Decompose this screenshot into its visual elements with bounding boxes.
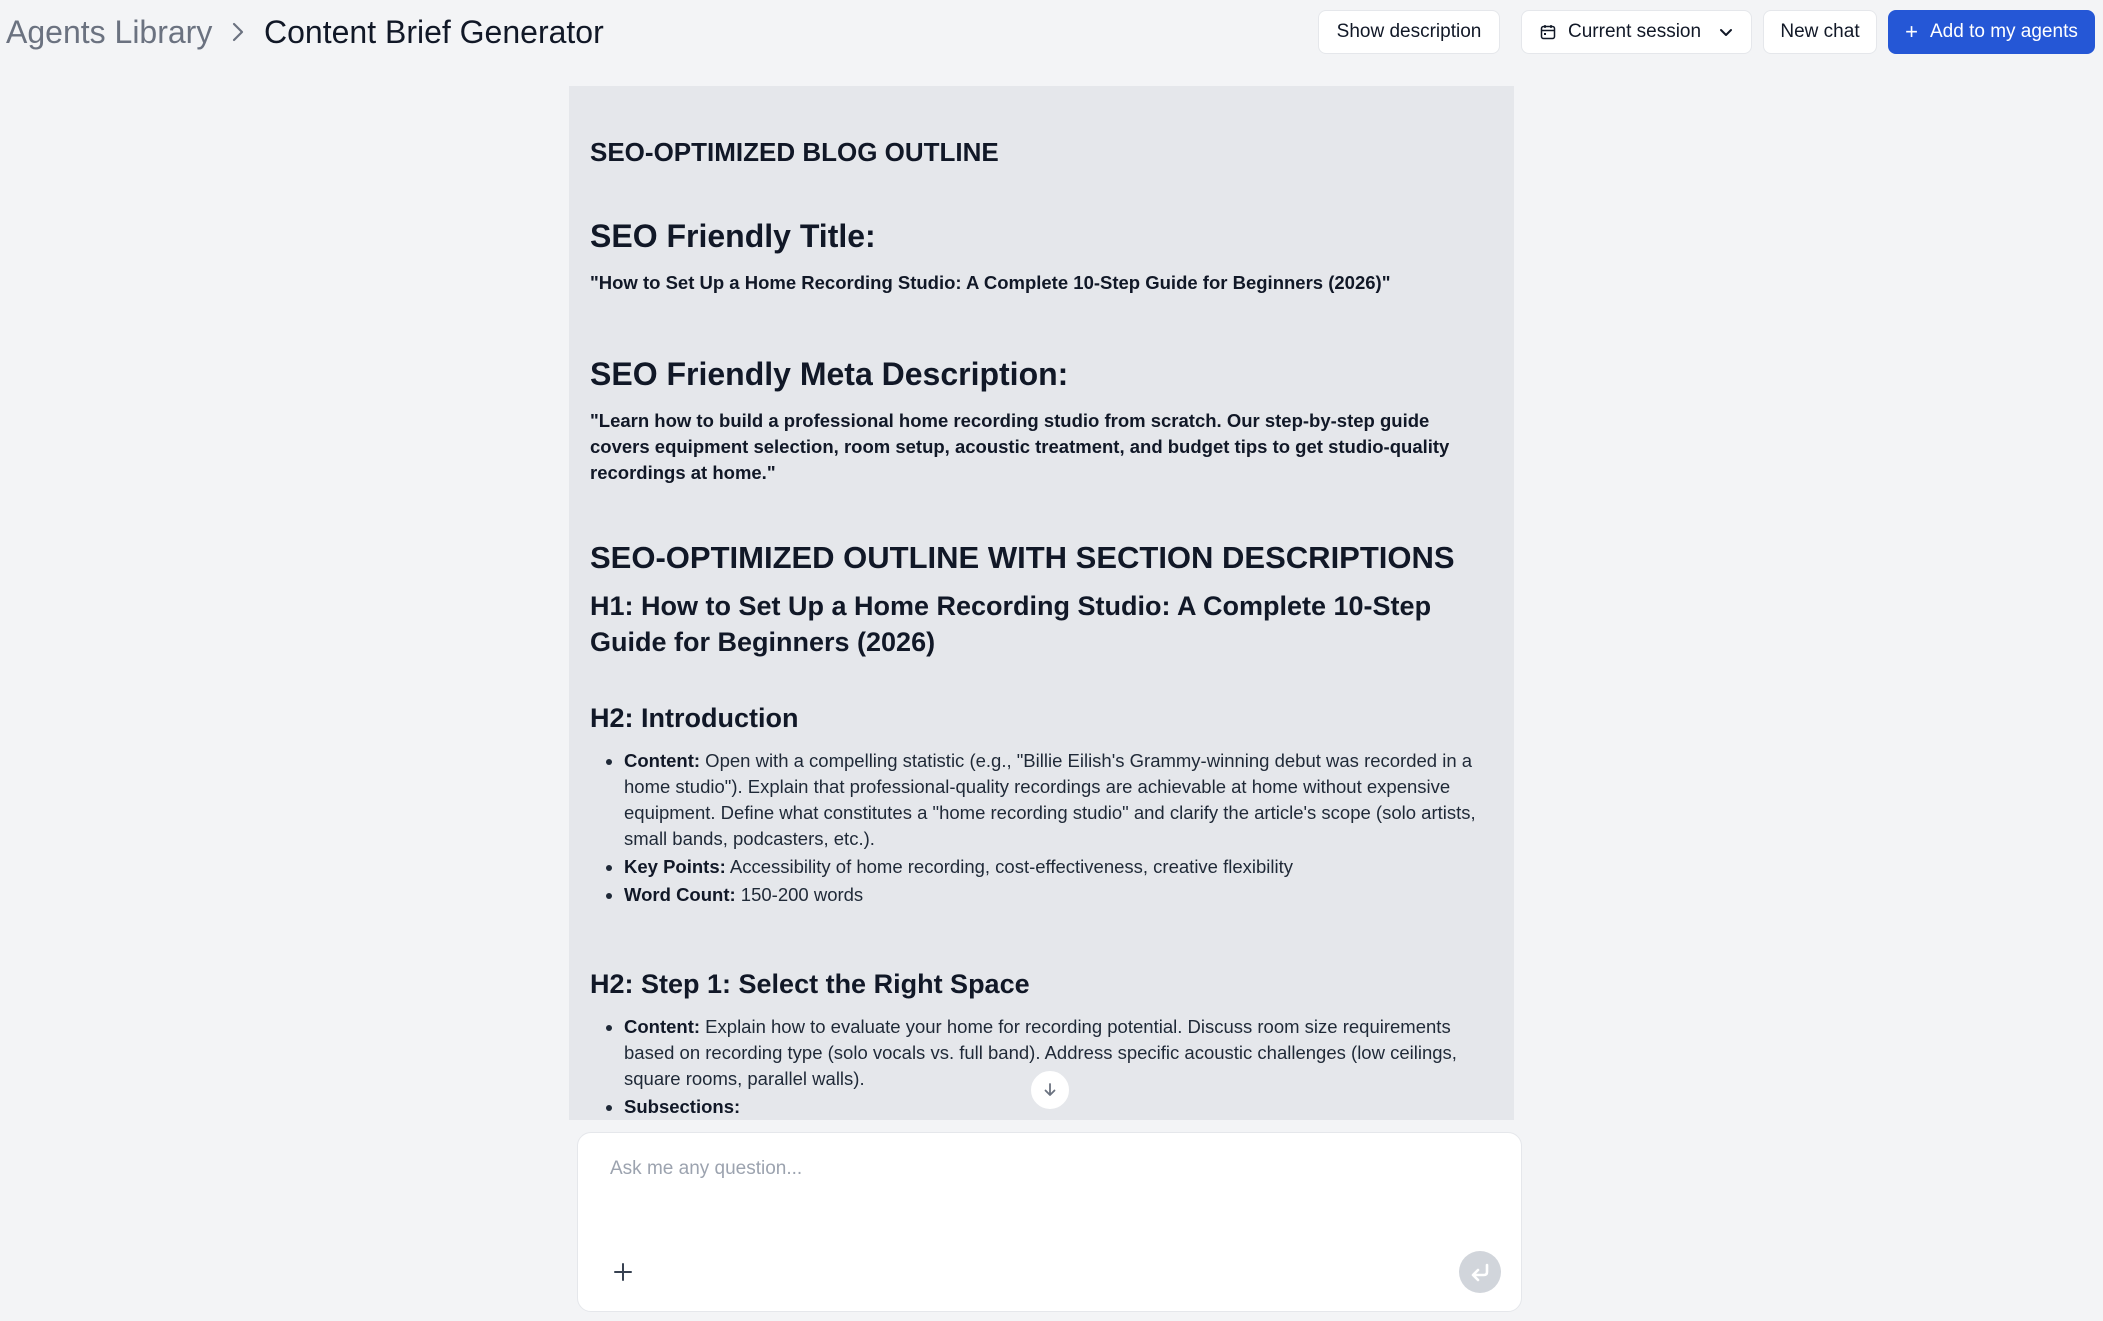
plus-icon[interactable] [608,1257,638,1287]
section-heading: H2: Step 1: Select the Right Space [590,969,1030,999]
chevron-down-icon [1717,23,1735,41]
bullet-label: Word Count: [624,884,736,905]
list-item [624,854,1493,880]
enter-icon [1467,1259,1493,1285]
bullet-text: Open with a compelling statistic (e.g., "Billie Eilish's Grammy-winning debut was recorded in a home studio"). Explain that professional-quality recordings are achievable at home without expensive equipment. Define what constitutes a "home recording studio" and clarify the article's scope (solo artists, small bands, podcasters, etc.). [624,750,1476,849]
show-description-button[interactable] [1318,10,1500,54]
add-to-my-agents-button[interactable] [1888,10,2095,54]
calendar-icon [1540,24,1556,40]
list-item [624,748,1493,852]
show-description-label: Show description [1336,21,1482,42]
meta-description-heading: SEO Friendly Meta Description: [590,356,1069,392]
section-bullet-list [590,748,1493,908]
send-button[interactable] [1459,1251,1501,1293]
bullet-label: Key Points: [624,856,726,877]
add-to-my-agents-label: Add to my agents [1929,21,2078,42]
new-chat-button[interactable] [1763,10,1877,54]
outline-heading: SEO-OPTIMIZED BLOG OUTLINE [590,137,999,167]
session-dropdown[interactable] [1521,10,1752,54]
breadcrumb-agents-library[interactable]: Agents Library [6,14,213,50]
session-label: Current session [1568,21,1702,42]
bullet-text: Explain how to evaluate your home for recording potential. Discuss room size requirements based on recording type (solo vocals vs. full band). Address specific acoustic challenges (low ceilings, square rooms, parallel walls). [624,1016,1457,1089]
chat-message-panel[interactable] [569,86,1514,1120]
header-bar [0,0,2103,64]
arrow-down-icon [1041,1081,1059,1099]
section-heading: H2: Introduction [590,703,799,733]
outline-description-heading: SEO-OPTIMIZED OUTLINE WITH SECTION DESCRIPTIONS [590,540,1455,575]
chevron-right-icon [228,20,248,44]
bullet-label: Content: [624,1016,701,1037]
new-chat-label: New chat [1780,21,1860,42]
h1-heading: H1: How to Set Up a Home Recording Studio: A Complete 10-Step Guide for Beginners (2026) [590,591,1432,657]
seo-title-text: "How to Set Up a Home Recording Studio: A Complete 10-Step Guide for Beginners (2026)" [590,272,1391,293]
bullet-text: Accessibility of home recording, cost-effectiveness, creative flexibility [725,856,1294,877]
plus-icon: + [1905,19,1918,44]
list-item [624,882,1493,908]
bullet-label: Content: [624,750,701,771]
bullet-text: 150-200 words [735,884,864,905]
scroll-to-bottom-button[interactable] [1030,1070,1070,1110]
seo-title-heading: SEO Friendly Title: [590,218,876,254]
message-input[interactable] [608,1153,1472,1185]
meta-description-text: "Learn how to build a professional home recording studio from scratch. Our step-by-step guide covers equipment selection, room setup, acoustic treatment, and budget tips to get studio-quality recordings at home." [590,410,1450,483]
message-composer [577,1132,1522,1312]
bullet-label: Subsections: [624,1096,741,1117]
page-title: Content Brief Generator [264,14,604,50]
